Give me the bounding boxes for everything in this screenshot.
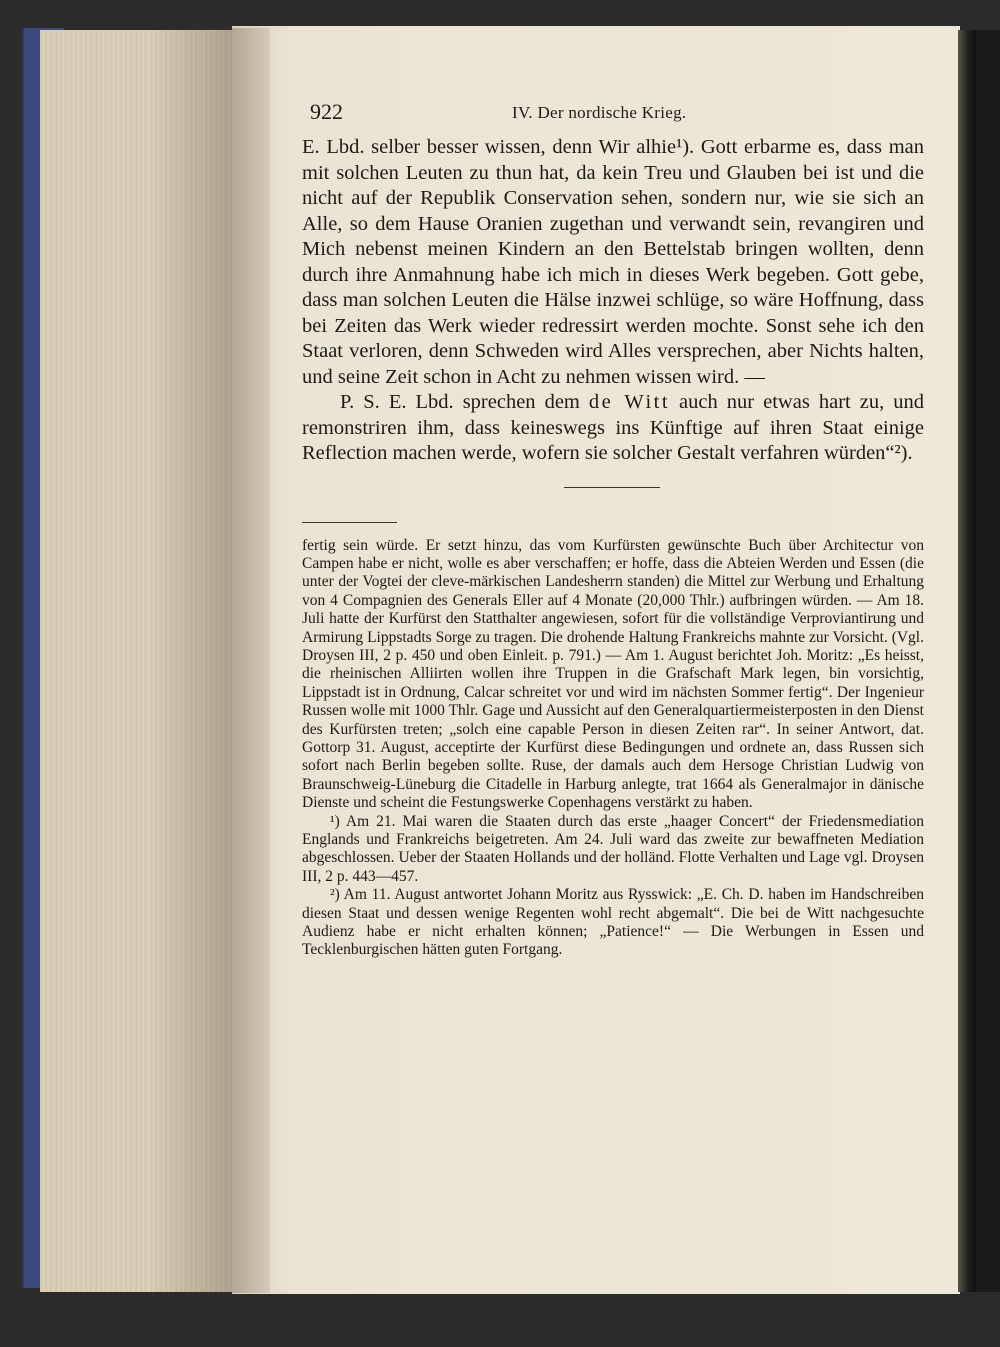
footnote: ¹) Am 21. Mai waren die Staaten durch das erste „haager Concert“ der Friedensmediation Englands und Frankreichs beigetreten. Am 24. Juli ward das zweite zur bewaffneten Mediation abgeschlossen. Ueber der Staaten Hollands und der holländ. Flotte Verhalten und Lage vgl. Droysen III, 2 p. 443—457. [302,812,924,885]
page-header [302,95,924,135]
person-name: de Witt [588,391,671,413]
footnote-divider [302,522,397,523]
section-divider [564,487,660,488]
gutter-shadow [150,28,270,1293]
page-text [302,95,924,960]
running-head: IV. Der nordische Krieg. [512,103,687,122]
main-text [302,135,924,467]
footnotes [302,537,924,960]
footnote-continuation: fertig sein würde. Er setzt hinzu, das vom Kurfürsten gewünschte Buch über Architectur von Campen habe er nicht, wolle es aber verschaffen; er hoffe, dass die Abteien Werden und Essen (die unter der Vogtei der cleve-märkischen Landesherrn standen) die Mittel zur Werbung und Erhaltung von 4 Compagnien des Generals Eller auf 4 Monate (20,000 Thlr.) aufbringen würden. — Am 18. Juli hatte der Kurfürst den Statthalter angewiesen, sofort für die vollständige Verproviantirung und Armirung Lippstadts Sorge zu tragen. Die drohende Haltung Frankreichs mahnte zur Vorsicht. (Vgl. Droysen III, 2 p. 450 und oben Einleit. p. 791.) — Am 1. August berichtet Joh. Moritz: „Es heisst, die rheinischen Alliirten wollen ihre Truppen in die Grafschaft Mark legen, bin vorsichtig, Lippstadt ist in Ordnung, Calcar schreitet vor und wird im nächsten Sommer fertig“. Der Ingenieur Russen wolle mit 1000 Thlr. Gage und Aussicht auf den Generalquartiermeisterposten in den Dienst des Kurfürsten treten; „solch eine capable Person in diesen Zeiten rar“. In seiner Antwort, dat. Gottorp 31. August, acceptirte der Kurfürst diese Bedingungen und ordnete an, dass Russen sich sofort nach Berlin begeben sollte. Ruse, der damals auch dem Hersoge Christian Ludwig von Braunschweig-Lüneburg die Citadelle in Harburg anlegte, trat 1664 als Generalmajor in dänische Dienste und scheint die Festungswerke Copenhagens verstärkt zu haben. [302,536,924,812]
paragraph-text: P. S. E. Lbd. sprechen dem [340,391,589,413]
paragraph [302,390,924,467]
facing-page-edge [958,30,976,1292]
scan-background [976,30,1000,1292]
page-number: 922 [310,99,343,124]
paragraph-text: auch nur etwas hart zu, und remonstriren ihm, dass keineswegs ins Künftige auf ihren Staat einige Reflection machen werde, wofern sie solcher Gestalt verfahren würden“²). [302,391,924,464]
footnote: ²) Am 11. August antwortet Johann Moritz aus Rysswick: „E. Ch. D. haben im Handschreiben diesen Staat und dessen wenige Regenten wohl recht abgemalt“. Die bei de Witt nachgesuchte Audienz habe er nicht erhalten können; „Patience!“ — Die Werbungen in Essen und Tecklenburgischen hätten guten Fortgang. [302,886,924,959]
paragraph: E. Lbd. selber besser wissen, denn Wir alhie¹). Gott erbarme es, dass man mit solchen Leuten zu thun hat, da kein Treu und Glauben bei ist und die nicht auf der Republik Conservation sehen, sondern nur, wie sie sich an Alle, so dem Hause Oranien zugethan und verwandt sein, revangiren und Mich nebenst meinen Kindern an den Bettelstab bringen wollten, denn durch ihre Anmahnung habe ich mich in dieses Werk begeben. Gott gebe, dass man solchen Leuten die Hälse inzwei schlüge, so wäre Hoffnung, dass bei Zeiten das Werk wieder redressirt werden mochte. Sonst sehe ich den Staat verloren, denn Schweden wird Alles versprechen, aber Nichts halten, und seine Zeit schon in Acht zu nehmen wissen wird. — [302,136,924,388]
